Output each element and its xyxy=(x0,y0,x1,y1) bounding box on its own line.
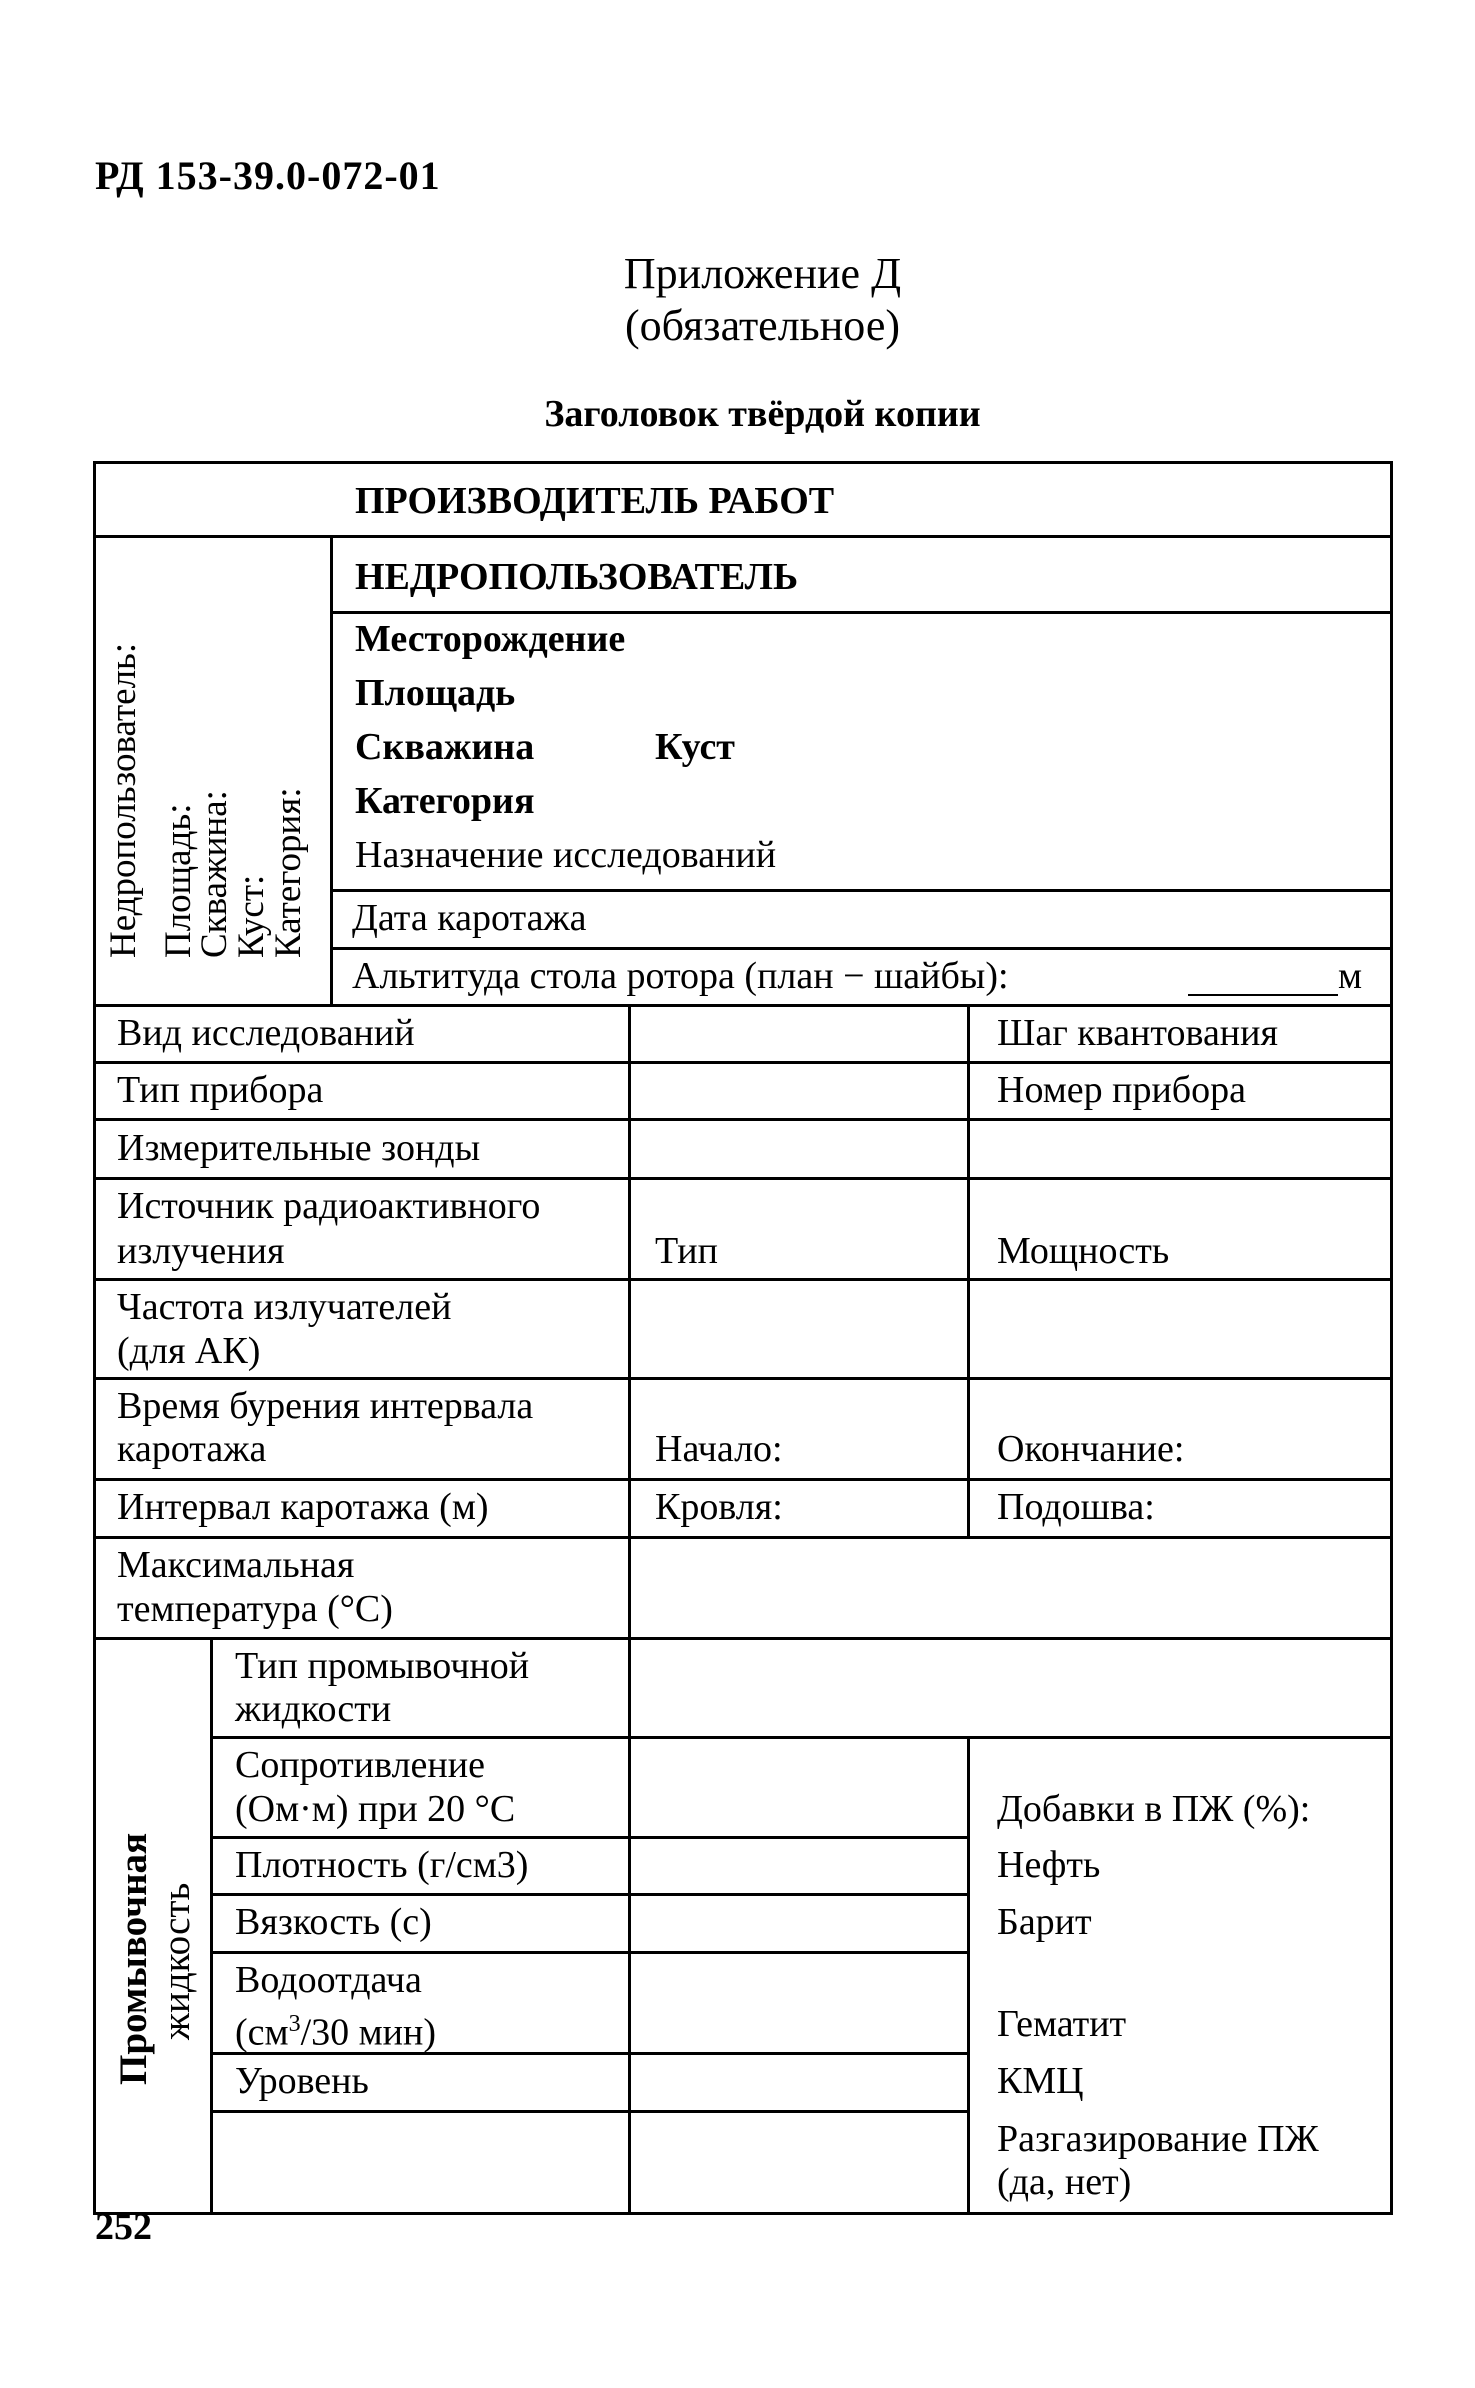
start-label: Начало: xyxy=(655,1428,783,1470)
oil-label: Нефть xyxy=(997,1844,1101,1886)
resistance-label-line1: Сопротивление xyxy=(235,1744,485,1786)
mud-type-label-line2: жидкости xyxy=(235,1688,392,1730)
source-label-line1: Источник радиоактивного xyxy=(117,1185,541,1227)
interval-label: Интервал каротажа (м) xyxy=(117,1486,489,1528)
side-label-pad: Куст: xyxy=(231,874,272,958)
side-label-subsoil-user: Недропользователь: xyxy=(103,642,144,958)
subsoil-user-label: НЕДРОПОЛЬЗОВАТЕЛЬ xyxy=(355,556,799,598)
log-date-label: Дата каротажа xyxy=(352,897,587,939)
appendix-subtitle: (обязательное) xyxy=(625,301,900,350)
density-label: Плотность (г/см3) xyxy=(235,1844,529,1886)
altitude-unit: м xyxy=(1338,955,1363,997)
area-label: Площадь xyxy=(355,672,516,714)
mud-type-label-line1: Тип промывочной xyxy=(235,1645,530,1687)
viscosity-label: Вязкость (с) xyxy=(235,1901,432,1943)
hematite-label: Гематит xyxy=(997,2003,1127,2045)
well-label: Скважина xyxy=(355,726,535,768)
barite-label: Барит xyxy=(997,1901,1092,1943)
max-temp-label-line2: температура (°C) xyxy=(117,1588,393,1630)
source-type-label: Тип xyxy=(655,1230,718,1272)
mud-side-label-line2: жидкость xyxy=(155,1882,198,2040)
appendix-title: Приложение Д xyxy=(623,249,902,298)
altitude-label: Альтитуда стола ротора (план − шайбы): xyxy=(352,955,1009,997)
source-label-line2: излучения xyxy=(117,1230,285,1272)
degassing-label-line1: Разгазирование ПЖ xyxy=(997,2118,1319,2160)
drill-time-label-line2: каротажа xyxy=(117,1428,267,1470)
freq-label-line1: Частота излучателей xyxy=(117,1286,452,1328)
survey-type-label: Вид исследований xyxy=(117,1012,415,1054)
contractor-label: ПРОИЗВОДИТЕЛЬ РАБОТ xyxy=(355,480,835,522)
side-label-category: Категория: xyxy=(268,787,309,958)
field-label: Месторождение xyxy=(355,618,626,660)
hard-copy-heading: Заголовок твёрдой копии xyxy=(544,393,981,435)
category-label: Категория xyxy=(355,780,535,822)
kmc-label: КМЦ xyxy=(997,2060,1084,2102)
tool-number-label: Номер прибора xyxy=(997,1069,1247,1111)
pad-label: Куст xyxy=(655,726,735,768)
bottom-label: Подошва: xyxy=(997,1486,1155,1528)
purpose-label: Назначение исследований xyxy=(355,834,777,876)
water-loss-label-line1: Водоотдача xyxy=(235,1959,422,2001)
side-label-well: Скважина: xyxy=(194,790,235,958)
document-code: РД 153-39.0-072-01 xyxy=(95,153,441,198)
quant-step-label: Шаг квантования xyxy=(997,1012,1278,1054)
additives-label: Добавки в ПЖ (%): xyxy=(997,1788,1311,1830)
side-label-area: Площадь: xyxy=(158,803,199,958)
probes-label: Измерительные зонды xyxy=(117,1127,481,1169)
mud-side-label-line1: Промывочная xyxy=(112,1832,155,2085)
end-label: Окончание: xyxy=(997,1428,1185,1470)
drill-time-label-line1: Время бурения интервала xyxy=(117,1385,534,1427)
page-number: 252 xyxy=(95,2206,152,2248)
max-temp-label-line1: Максимальная xyxy=(117,1544,355,1586)
freq-label-line2: (для АК) xyxy=(117,1330,261,1372)
degassing-label-line2: (да, нет) xyxy=(997,2161,1132,2203)
level-label: Уровень xyxy=(235,2060,369,2102)
top-label: Кровля: xyxy=(655,1486,783,1528)
resistance-label-line2: (Ом·м) при 20 °C xyxy=(235,1788,516,1830)
water-loss-label-line2: ($см^3/30$ мин) xyxy=(235,2011,437,2054)
source-power-label: Мощность xyxy=(997,1230,1170,1272)
tool-type-label: Тип прибора xyxy=(117,1069,324,1111)
